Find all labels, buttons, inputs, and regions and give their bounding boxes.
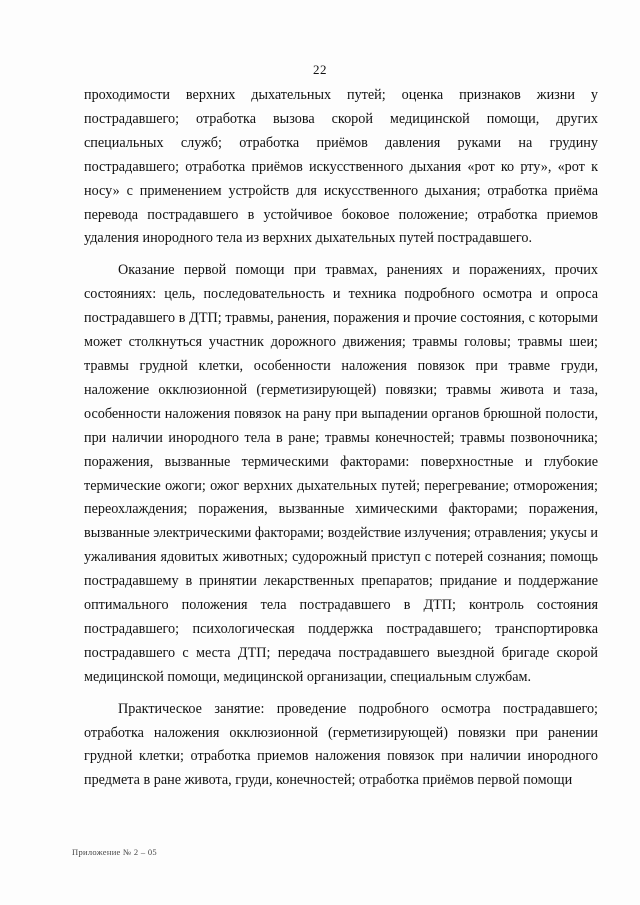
paragraph-first-aid-injuries: Оказание первой помощи при травмах, ранениях и поражениях, прочих состояниях: цель, последовательность и техника подробного осмотра и опроса пострадавшего в ДТП; травмы, ранения, поражения и прочие состояния, с которыми может столкнуться участник дорожного движения; травмы головы; травмы шеи; травмы грудной клетки, особенности наложения повязок при травме груди, наложение окклюзионной (герметизирующей) повязки; травмы живота и таза, особенности наложения повязок на рану при выпадении органов брюшной полости, при наличии инородного тела в ране; травмы конечностей; травмы позвоночника; поражения, вызванные термическими факторами: поверхностные и глубокие термические ожоги; ожог верхних дыхательных путей; перегревание; отморожения; переохлаждения; поражения, вызванные химическими факторами; поражения, вызванные электрическими факторами; воздействие излучения; отравления; укусы и ужаливания ядовитых животных; судорожный приступ с потерей сознания; помощь пострадавшему в принятии лекарственных препаратов; придание и поддержание оптимального положения тела пострадавшего в ДТП; контроль состояния пострадавшего; психологическая поддержка пострадавшего; транспортировка пострадавшего с места ДТП; передача пострадавшего выездной бригаде скорой медицинской помощи, медицинской организации, специальным службам. — [84, 262, 599, 685]
paragraph-practical-lesson: Практическое занятие: проведение подробного осмотра пострадавшего; отработка наложения окклюзионной (герметизирующей) повязки при ранении грудной клетки; отработка приемов наложения повязок при наличии инородного предмета в ране живота, груди, конечностей; отработка приёмов первой помощи — [84, 700, 598, 789]
page-number: 22 — [313, 62, 327, 77]
paragraph-continuation: проходимости верхних дыхательных путей; оценка признаков жизни у пострадавшего; отработка вызова скорой медицинской помощи, других специальных служб; отработка приёмов давления руками на грудину пострадавшего; отработка приёмов искусственного дыхания «рот ко рту», «рот к носу» с применением устройств для искусственного дыхания; отработка приёма перевода пострадавшего в устойчивое боковое положение; отработка приемов удаления инородного тела из верхних дыхательных путей пострадавшего. — [84, 87, 598, 247]
body-text — [84, 84, 598, 793]
page-footer: Приложение № 2 – 05 — [72, 847, 157, 857]
